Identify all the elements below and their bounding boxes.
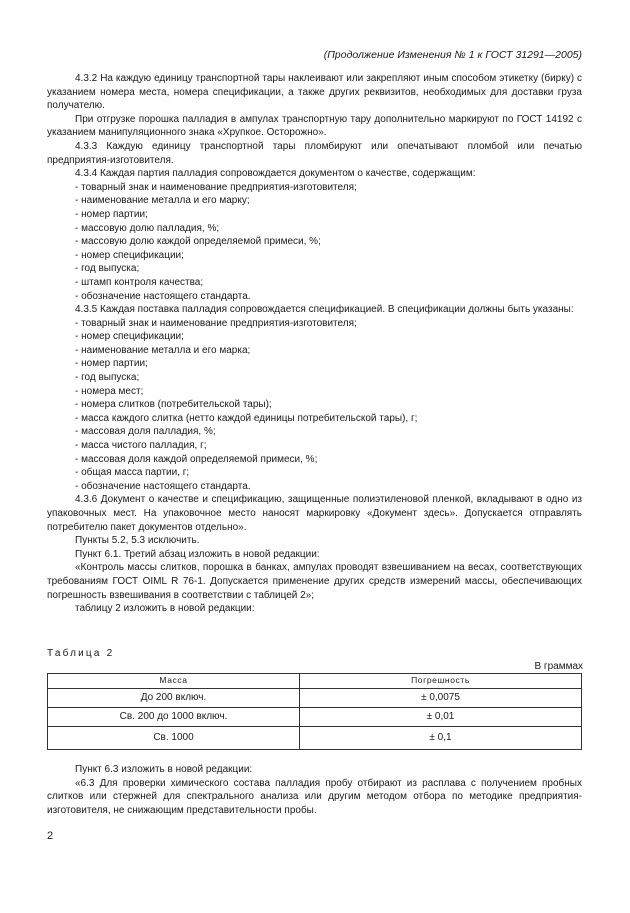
paragraph: 4.3.5 Каждая поставка палладия сопровождается спецификацией. В спецификации должны быть указаны:	[75, 304, 574, 316]
list-item: - обозначение настоящего стандарта.	[75, 290, 251, 302]
list-item: - год выпуска;	[75, 263, 140, 275]
paragraph: Пункт 6.3 изложить в новой редакции:	[75, 764, 253, 775]
list-item: - номер партии;	[75, 358, 148, 370]
body-text	[47, 72, 582, 616]
paragraph: «Контроль массы слитков, порошка в банках, ампулах проводят взвешиванием на весах, соответствующих требованиям ГОСТ OIML R 76-1. Допускается применение других средств измерений массы, обеспечивающих погрешность взвешивания в соответствии с таблицей 2»;	[47, 562, 582, 601]
paragraph: Пункт 6.1. Третий абзац изложить в новой редакции:	[75, 548, 320, 560]
table-unit: В граммах	[534, 661, 583, 672]
paragraph: Пункты 5.2, 5.3 исключить.	[75, 535, 200, 547]
paragraph: При отгрузке порошка палладия в ампулах транспортную тару дополнительно маркируют по ГОСТ 14192 с указанием манипуляционного знака «Хрупкое. Осторожно».	[47, 113, 582, 139]
page-number: 2	[47, 830, 54, 842]
list-item: - масса каждого слитка (нетто каждой единицы потребительской тары), г;	[75, 412, 418, 424]
paragraph: «6.3 Для проверки химического состава палладия пробу отбирают из расплава с получением пробных слитков или стержней для спектрального анализа или другим методом отбора по методике предприятия-изготовителя, не снижающим представительности пробы.	[47, 777, 582, 816]
table-cell-mass: Св. 1000	[48, 727, 300, 750]
list-item: - массовая доля палладия, %;	[75, 426, 216, 438]
list-item: - массовая доля каждой определяемой примеси, %;	[75, 453, 318, 465]
table-header-row	[48, 674, 582, 689]
paragraph: 4.3.3 Каждую единицу транспортной тары пломбируют или опечатывают пломбой или печатью предприятия-изготовителя.	[47, 140, 582, 166]
list-item: - номера слитков (потребительской тары);	[75, 399, 272, 411]
list-item: - номера мест;	[75, 385, 144, 397]
table-cell-error: ± 0,0075	[300, 689, 582, 708]
running-header: (Продолжение Изменения № 1 к ГОСТ 31291—2005)	[323, 49, 582, 61]
table-title: Таблица 2	[47, 648, 115, 659]
table-cell-mass: До 200 включ.	[48, 689, 300, 708]
list-item: - товарный знак и наименование предприятия-изготовителя;	[75, 181, 357, 193]
tolerance-table	[47, 673, 582, 750]
paragraph: таблицу 2 изложить в новой редакции:	[75, 603, 255, 615]
list-item: - наименование металла и его марка;	[75, 344, 251, 356]
list-item: - массовую долю каждой определяемой примеси, %;	[75, 236, 321, 248]
paragraph: 4.3.2 На каждую единицу транспортной тары наклеивают или закрепляют иным способом этикетку (бирку) с указанием номера места, номера спецификации, а также других реквизитов, необходимых для доставки груза получателю.	[47, 73, 582, 112]
list-item: - номер спецификации;	[75, 249, 184, 261]
table-row	[48, 727, 582, 750]
list-item: - массовую долю палладия, %;	[75, 222, 220, 234]
list-item: - номер партии;	[75, 208, 148, 220]
list-item: - штамп контроля качества;	[75, 276, 204, 288]
after-table-text	[47, 763, 582, 817]
list-item: - номер спецификации;	[75, 331, 184, 343]
list-item: - наименование металла и его марку;	[75, 195, 250, 207]
table-cell-error: ± 0,1	[300, 727, 582, 750]
paragraph: 4.3.6 Документ о качестве и спецификацию, защищенные полиэтиленовой пленкой, вкладывают в одно из упаковочных мест. На упаковочное место наносят маркировку «Документ здесь». Допускается отправлять потребителю пакет документов отдельно».	[47, 494, 582, 533]
list-item: - общая масса партии, г;	[75, 467, 190, 479]
table-cell-error: ± 0,01	[300, 708, 582, 727]
paragraph: 4.3.4 Каждая партия палладия сопровождается документом о качестве, содержащим:	[75, 168, 476, 180]
table-row	[48, 689, 582, 708]
table-cell-mass: Св. 200 до 1000 включ.	[48, 708, 300, 727]
table-header-mass: Масса	[48, 674, 300, 689]
list-item: - обозначение настоящего стандарта.	[75, 480, 251, 492]
list-item: - масса чистого палладия, г;	[75, 440, 207, 452]
table-row	[48, 708, 582, 727]
list-item: - год выпуска;	[75, 372, 140, 384]
list-item: - товарный знак и наименование предприятия-изготовителя;	[75, 317, 357, 329]
table-header-error: Погрешность	[300, 674, 582, 689]
